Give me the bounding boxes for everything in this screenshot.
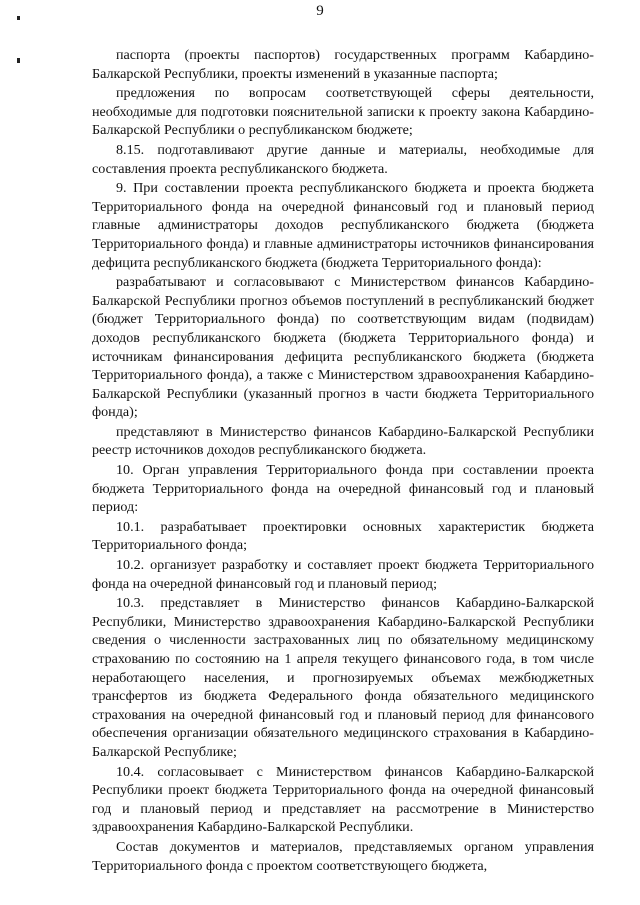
paragraph-10-2: 10.2. организует разработку и составляет проект бюджета Территориального фонда на очередной финансовый год и плановый период; [92, 557, 594, 592]
scan-mark-bottom [17, 58, 20, 63]
paragraph-submit-registry: представляют в Министерство финансов Кабардино-Балкарской Республики реестр источников доходов республиканского бюджета. [92, 423, 594, 459]
paragraph-9: 9. При составлении проекта республиканского бюджета и проекта бюджета Территориального фонда на очередной финансовый год и плановый период главные администраторы доходов республиканского бюджета (бюджета Территориального фонда) и главные администраторы источников финансирования дефицита республиканского бюджета (бюджета Территориального фонда): [92, 180, 594, 271]
paragraph-10-3: 10.3. представляет в Министерство финансов Кабардино-Балкарской Республики, Министерство здравоохранения Кабардино-Балкарской Республики сведения о численности застрахованных лиц по обязательному медицинскому страхованию по состоянию на 1 апреля текущего финансового года, в том числе неработающего населения, и прогнозируемых объемах межбюджетных трансфертов из бюджета Федерального фонда обязательного медицинского страхования на очередной финансовый год и плановый период для финансового обеспечения организации обязательного медицинского страхования в Кабардино-Балкарской Республике; [92, 595, 594, 760]
paragraph-10: 10. Орган управления Территориального фонда при составлении проекта бюджета Территориального фонда на очередной финансовый год и плановый период: [92, 462, 594, 516]
paragraph-documents: Состав документов и материалов, представляемых органом управления Территориального фонда с проектом соответствующего бюджета, [92, 838, 594, 874]
page-number: 9 [316, 3, 324, 19]
paragraph-develop-forecast: разрабатывают и согласовывают с Министерством финансов Кабардино-Балкарской Республики прогноз объемов поступлений в республиканский бюджет (бюджет Территориального фонда) по соответствующим видам (подвидам) доходов республиканского бюджета (бюджета Территориального фонда) и источникам финансирования дефицита республиканского бюджета (бюджета Территориального фонда), а также с Министерством здравоохранения Кабардино-Балкарской Республики (указанный прогноз в части бюджета Территориального фонда); [92, 274, 594, 421]
paragraph-passports: паспорта (проекты паспортов) государственных программ Кабардино-Балкарской Республики, проекты изменений в указанные паспорта; [92, 47, 594, 82]
paragraph-10-1: 10.1. разрабатывает проектировки основных характеристик бюджета Территориального фонда; [92, 518, 594, 554]
paragraph-proposals: предложения по вопросам соответствующей сферы деятельности, необходимые для подготовки пояснительной записки к проекту закона Кабардино-Балкарской Республики о республиканском бюджете; [92, 85, 594, 139]
paragraph-8-15: 8.15. подготавливают другие данные и материалы, необходимые для составления проекта республиканского бюджета. [92, 141, 594, 177]
paragraph-10-4: 10.4. согласовывает с Министерством финансов Кабардино-Балкарской Республики проект бюджета Территориального фонда на очередной финансовый год и плановый период и представляет на рассмотрение в Министерство здравоохранения Кабардино-Балкарской Республики. [92, 763, 594, 836]
document-body [92, 46, 594, 875]
